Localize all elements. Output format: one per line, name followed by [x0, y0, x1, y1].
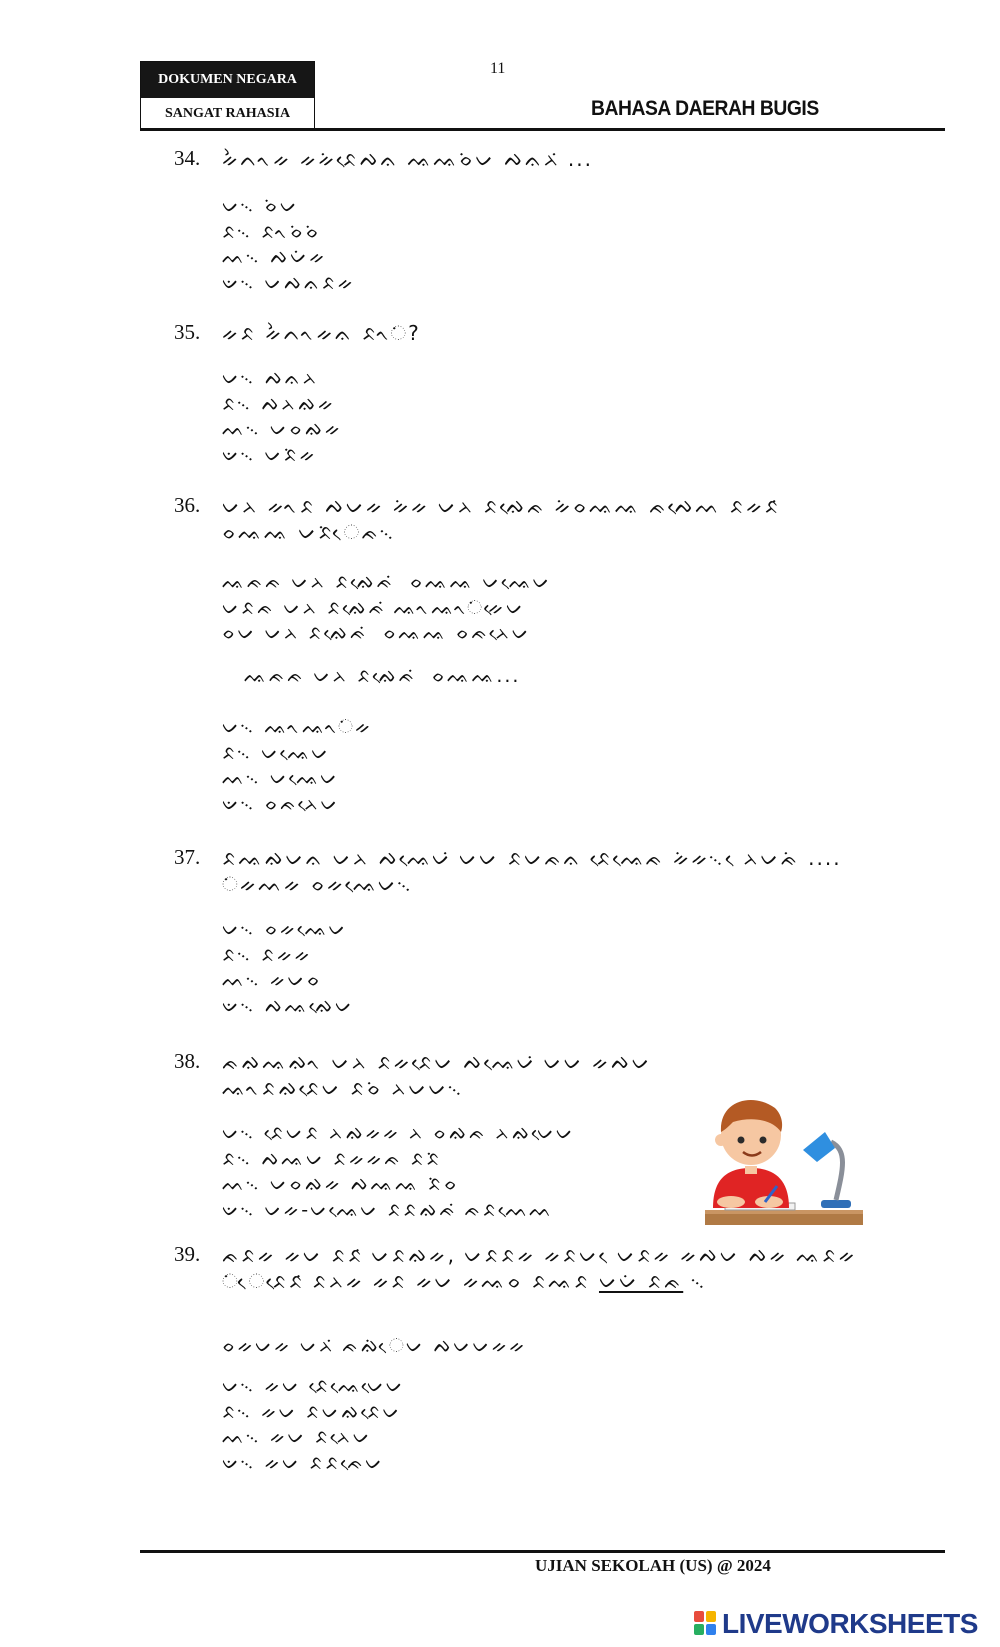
question-text: ᨃᨁᨕᨁᨚ ᨆᨂ ᨅᨀᨅᨙᨆ ᨄᨕᨙᨆ ᨗᨆᨆ ᨀᨄᨆ ᨕᨚᨅᨁᨅᨙᨆ ᨅᨔᨗ ᨂᨆᨆ᨞: [222, 1050, 652, 1100]
footer-divider: [140, 1550, 945, 1553]
document-classification-box: [140, 61, 315, 130]
option-a[interactable]: ᨆ᨞ ᨅᨙᨆᨅ ᨂᨁᨀᨀ ᨂ ᨔᨁᨃ ᨂᨁᨆᨙᨆ: [222, 1122, 576, 1144]
question-text: [222, 1242, 862, 1294]
question-tail: ᨞: [683, 1269, 708, 1293]
question-text: ᨅᨕᨁᨆᨊ ᨆᨂ ᨄᨕᨙᨆ ᨗᨆᨆ ᨅᨆᨃᨊ ᨅᨙᨕᨙᨃ ᨀᨗᨀ᨞ ᨙᨂᨆᨃᨗ .... ᨗᨀᨓᨀ ᨔᨀᨕᨙᨆ᨞: [222, 846, 842, 896]
header-divider: [140, 128, 945, 131]
context-line: ᨔᨆ ᨆᨂ ᨅᨁᨙᨃ ᨗ ᨔᨕᨕ ᨔᨃᨂᨙᨆ: [222, 622, 531, 644]
prompt-text: ᨔᨀᨆᨀ ᨆᨂ ᨗᨃᨁᨗᨙᨆ ᨄᨆᨆᨀᨀ: [222, 1335, 527, 1357]
question-number: 35.: [174, 320, 201, 344]
question-text: ᨀᨅ ᨀᨛᨈᨚᨀᨊ ᨅᨚᨗ?: [222, 321, 421, 345]
options: [222, 917, 354, 1019]
option-b[interactable]: ᨅ᨞ ᨄᨕᨆ ᨅᨀᨀᨃ ᨅᨅᨗ: [222, 1147, 443, 1170]
option-a[interactable]: ᨆ᨞ ᨕᨚᨕᨚᨗᨀ: [222, 716, 373, 738]
option-c[interactable]: ᨓ᨞ ᨀᨆᨔ: [222, 969, 323, 991]
subject-title: BAHASA DAERAH BUGIS: [591, 97, 819, 120]
question-number: 37.: [174, 845, 201, 869]
question-number: 36.: [174, 493, 201, 517]
student-studying-illustration: [703, 1090, 868, 1230]
question-number: 34.: [174, 146, 201, 170]
option-b[interactable]: ᨅ᨞ ᨄᨂᨁᨀ: [222, 392, 336, 415]
question-text: ᨆᨂ ᨀᨚᨅ ᨄᨆᨀ ᨀᨗᨀ ᨆᨂ ᨅᨁᨙᨃ ᨀᨗᨔᨕᨕ ᨃᨄᨙᨓ ᨅᨀᨅ ᨗ ᨔᨕᨕ ᨆᨅᨗᨙᨃ᨞: [222, 494, 789, 544]
options: [222, 1121, 575, 1223]
option-d[interactable]: ᨉ᨞ ᨆᨅᨗᨀ: [222, 443, 318, 466]
liveworksheets-wordmark: LIVEWORKSHEETS: [722, 1608, 978, 1639]
option-a[interactable]: ᨆ᨞ ᨄᨊᨂ: [222, 367, 319, 389]
option-d[interactable]: ᨉ᨞ ᨆᨄᨊᨅᨀ: [222, 271, 356, 294]
options: [222, 715, 373, 817]
option-d[interactable]: ᨉ᨞ ᨄᨕᨁᨙᨆ: [222, 994, 355, 1017]
underlined-phrase: ᨆᨆᨗ ᨅᨃ: [598, 1269, 684, 1293]
option-a[interactable]: ᨆ᨞ ᨔᨗᨆ: [222, 195, 300, 217]
question-number: 38.: [174, 1049, 201, 1073]
context-line: ᨕᨃᨃ ᨆᨂ ᨅᨁᨙᨃ ᨗ ᨔᨕᨕ ᨆᨕᨙᨆ: [222, 571, 552, 593]
doc-label-bottom: SANGAT RAHASIA: [164, 105, 291, 121]
option-d[interactable]: ᨉ᨞ ᨔᨃᨂᨙᨆ: [222, 792, 340, 815]
option-d[interactable]: ᨉ᨞ ᨆᨀ-ᨆᨕᨙᨆ ᨅᨅᨁᨃ ᨗᨃᨅᨓᨙᨓ: [222, 1198, 554, 1221]
liveworksheets-logo[interactable]: [694, 1608, 978, 1640]
option-c[interactable]: ᨓ᨞ ᨆᨔᨁᨀ: [222, 418, 343, 440]
exam-footer: UJIAN SEKOLAH (US) @ 2024: [535, 1556, 771, 1575]
doc-label-top: DOKUMEN NEGARA: [141, 62, 314, 98]
page-number: 11: [490, 60, 506, 77]
option-b[interactable]: ᨅ᨞ ᨅᨚᨔᨗᨔᨗ: [222, 220, 321, 243]
prompt-text: ᨕᨃᨃ ᨆᨂ ᨅᨁᨙᨃ ᨗ ᨔᨕᨕ...: [244, 665, 521, 687]
context-lines: [222, 570, 552, 647]
context-line: ᨆᨅᨃ ᨆᨂ ᨅᨁᨙᨃ ᨗᨕᨚᨕᨚᨗᨀᨙᨆ: [222, 596, 526, 619]
option-c[interactable]: ᨓ᨞ ᨀᨆ ᨅᨂᨙᨆ: [222, 1426, 372, 1448]
option-d[interactable]: ᨉ᨞ ᨀᨆ ᨅᨅᨃᨙᨆ: [222, 1451, 385, 1474]
option-c[interactable]: ᨓ᨞ ᨆᨕᨙᨆ: [222, 767, 340, 789]
option-b[interactable]: ᨅ᨞ ᨆᨕᨙᨆ: [222, 741, 331, 764]
question-prompt: [244, 664, 520, 690]
liveworksheets-icon: [694, 1611, 718, 1637]
question-number: 39.: [174, 1242, 201, 1266]
option-b[interactable]: ᨅ᨞ ᨅᨀᨀ: [222, 943, 313, 966]
question-body: ᨃᨅᨀ ᨀᨆ ᨅᨅ ᨗᨆᨅᨁᨀ, ᨆᨅᨅᨀ ᨀᨅᨆ ᨙᨆᨅᨀ ᨀᨄᨆ ᨄᨀ ᨕᨅᨀ ᨗᨙᨅᨙᨅ ᨗᨅᨂᨀ ᨀᨅ ᨀᨆ ᨀᨕᨔ ᨅᨕᨅ: [222, 1243, 857, 1293]
options: [222, 366, 342, 468]
options: [222, 1374, 405, 1476]
option-c[interactable]: ᨓ᨞ ᨆᨔᨁᨀ ᨄᨕᨕ ᨅᨗᨔ: [222, 1173, 460, 1195]
question-text: ᨀᨛᨈᨚᨀ ᨀᨀᨗᨅᨙᨄᨊ ᨕᨕᨔᨗᨆ ᨄᨊᨂ ᨗ...: [222, 147, 593, 171]
option-a[interactable]: ᨆ᨞ ᨔᨀᨕᨙᨆ: [222, 918, 348, 940]
option-c[interactable]: ᨓ᨞ ᨄᨆᨗᨀ: [222, 246, 327, 268]
option-a[interactable]: ᨆ᨞ ᨀᨆ ᨅᨙᨕᨙᨆᨙᨆ: [222, 1375, 405, 1397]
options: [222, 194, 355, 296]
question-prompt: [222, 1334, 527, 1360]
option-b[interactable]: ᨅ᨞ ᨀᨆ ᨅᨆᨁᨅᨙᨆ: [222, 1400, 402, 1423]
